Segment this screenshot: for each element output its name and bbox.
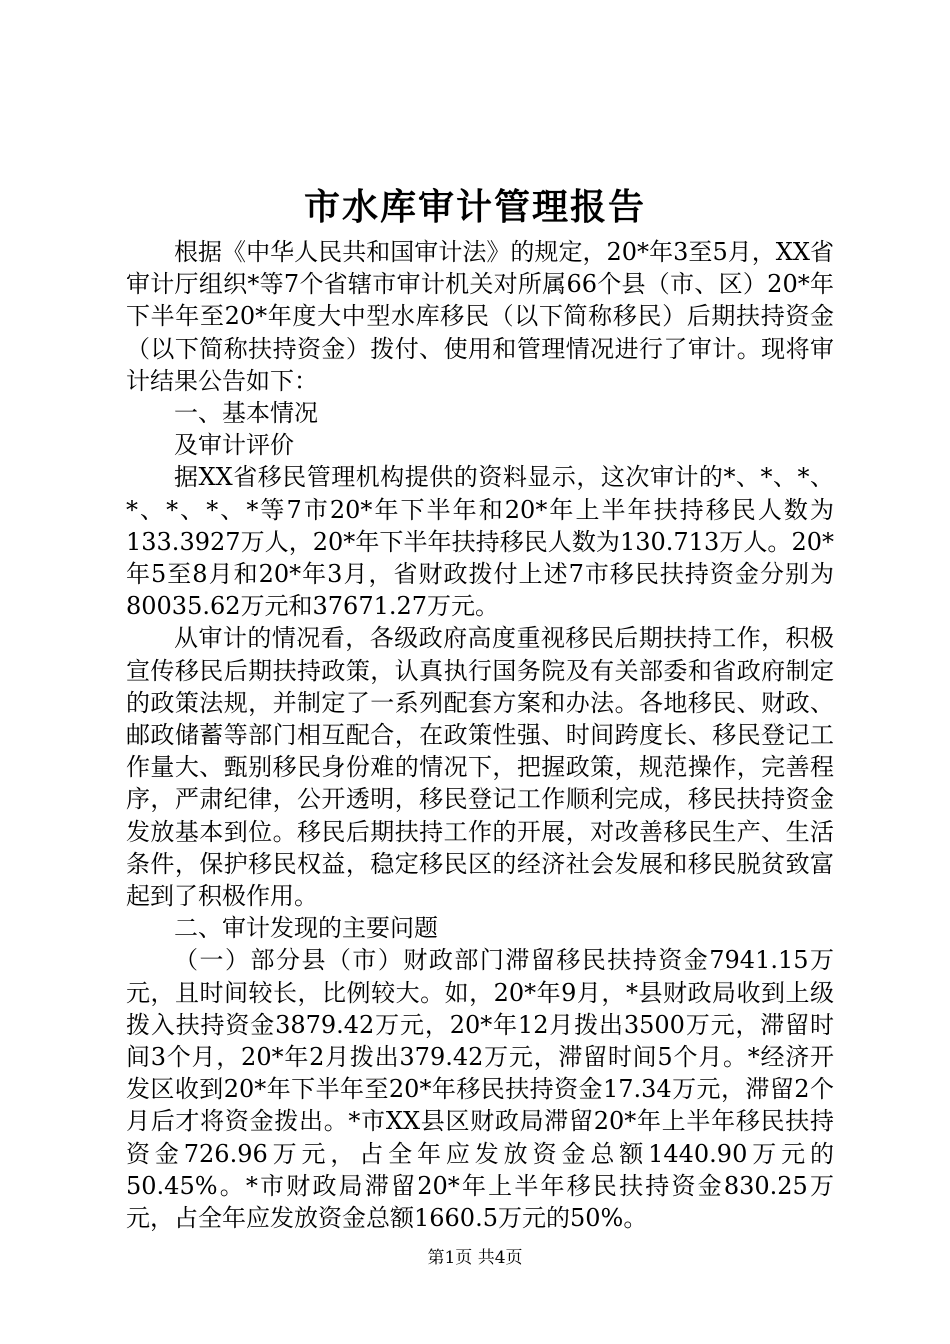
page-title: 市水库审计管理报告 (303, 187, 646, 228)
paragraph-evaluation: 从审计的情况看，各级政府高度重视移民后期扶持工作，积极宣传移民后期扶持政策，认真执行国务院及有关部委和省政府制定的政策法规，并制定了一系列配套方案和办法。各地移民、财政、邮政储蓄等部门相互配合，在政策性强、时间跨度长、移民登记工作量大、甄别移民身份难的情况下，把握政策，规范操作，完善程序，严肃纪律，公开透明，移民登记工作顺利完成，移民扶持资金发放基本到位。移民后期扶持工作的开展，对改善移民生产、生活条件，保护移民权益，稳定移民区的经济社会发展和移民脱贫致富起到了积极作用。 (126, 624, 834, 911)
section-subheading-evaluation: 及审计评价 (174, 431, 294, 460)
page-footer: 第1页 共4页 (427, 1248, 523, 1268)
paragraph-intro: 根据《中华人民共和国审计法》的规定，20*年3至5月，XX省审计厅组织*等7个省辖市审计机关对所属66个县（市、区）20*年下半年至20*年度大中型水库移民（以下简称移民）后期扶持资金（以下简称扶持资金）拨付、使用和管理情况进行了审计。现将审计结果公告如下： (126, 238, 834, 395)
paragraph-problem-1: （一）部分县（市）财政部门滞留移民扶持资金7941.15万元，且时间较长，比例较大。如，20*年9月，*县财政局收到上级拨入扶持资金3879.42万元，20*年12月拨出3500万元，滞留时间3个月，20*年2月拨出379.42万元，滞留时间5个月。*经济开发区收到20*年下半年至20*年移民扶持资金17.34万元，滞留2个月后才将资金拨出。*市XX县区财政局滞留20*年上半年移民扶持资金726.96万元，占全年应发放资金总额1440.90万元的50.45%。*市财政局滞留20*年上半年移民扶持资金830.25万元，占全年应发放资金总额1660.5万元的50%。 (126, 946, 834, 1233)
paragraph-statistics: 据XX省移民管理机构提供的资料显示，这次审计的*、*、*、*、*、*、*等7市20*年下半年和20*年上半年扶持移民人数为133.3927万人，20*年下半年扶持移民人数为130.713万人。20*年5至8月和20*年3月，省财政拨付上述7市移民扶持资金分别为80035.62万元和37671.27万元。 (126, 463, 834, 621)
section-heading-problems: 二、审计发现的主要问题 (174, 914, 438, 943)
section-heading-basic: 一、基本情况 (174, 399, 318, 428)
document-body (126, 236, 834, 1234)
